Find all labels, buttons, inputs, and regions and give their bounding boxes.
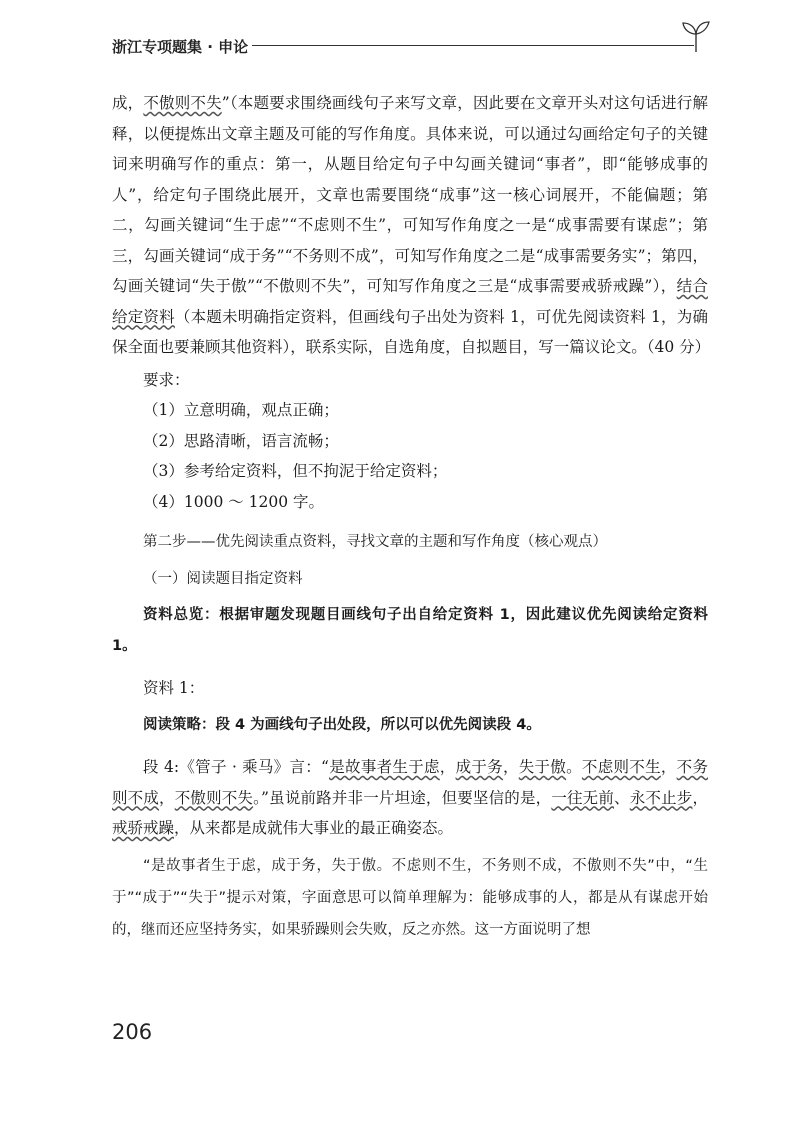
text-run: ，: [502, 758, 519, 776]
text-run: 。”虽说前路并非一片坦途，但要坚信的是，: [253, 788, 552, 807]
underlined-phrase: 成于务: [455, 758, 503, 776]
paragraph-4: [112, 752, 708, 844]
text-run: ，: [439, 758, 456, 776]
requirement-item: （3）参考给定资料，但不拘泥于给定资料；: [143, 462, 448, 480]
sprout-icon: [678, 18, 714, 54]
underlined-phrase: 是故事者生于虑: [328, 758, 440, 776]
header-rule: [252, 45, 694, 46]
underlined-phrase: 不务则不成: [112, 758, 708, 807]
requirement-item: （1）立意明确，观点正确；: [143, 401, 339, 419]
text-run: 段 4:《管子 · 乘马》言：“: [143, 758, 329, 776]
underlined-phrase: 失于傲: [518, 758, 567, 776]
text-run: 成，: [112, 94, 144, 112]
requirement-item: （2）思路清晰，语言流畅；: [143, 431, 339, 450]
text-run: ，: [692, 788, 708, 807]
step2-heading: 第二步——优先阅读重点资料，寻找文章的主题和写作角度（核心观点）: [143, 534, 607, 550]
material-label: 资料 1：: [143, 679, 205, 697]
analysis-paragraph: “是故事者生于虑，成于务，失于傲。不虑则不生，不务则不成，不傲则不失”中，“生于”“成于”“失于”提示对策，字面意思可以简单理解为：能够成事的人，都是从有谋虑开始的，继而还应坚持务实，如果骄躁则会失败，反之亦然。这一方面说明了想: [112, 857, 708, 938]
material-overview: 资料总览：根据审题发现题目画线句子出自给定资料 1，因此建议优先阅读给定资料 1。: [112, 607, 708, 654]
text-run: （本题未明确指定资料，但画线句子出处为资料 1，可优先阅读资料 1，为确保全面也要兼顾其他资料），联系实际，自选角度，自拟题目，写一篇议论文。（40 分）: [112, 307, 711, 356]
reading-strategy: 阅读策略：段 4 为画线句子出处段，所以可以优先阅读段 4。: [143, 716, 541, 733]
text-run: 、: [614, 788, 630, 807]
requirement-item: （4）1000 ～ 1200 字。: [143, 492, 325, 511]
text-run: ，从来都是成就伟大事业的最正确姿态。: [174, 819, 454, 837]
intro-paragraph: [112, 88, 711, 363]
requirements-heading: 要求：: [143, 370, 190, 389]
header-title: 浙江专项题集 · 申论: [112, 38, 249, 56]
text-run: ”（本题要求围绕画线句子来写文章，因此要在文章开头对这句话进行解释，以便提炼出文章主题及可能的写作角度。具体来说，可以通过勾画给定句子的关键词来明确写作的重点：第一，从题目给定句子中勾画关键词“事者”，即“能够成事的人”，给定句子围绕此展开，文章也需要围绕“成事”这一核心词展开，不能偏题；第二，勾画关键词“生于虑”“不虑则不生”，可知写作角度之一是“成事需要有谋虑”；第三，勾画关键词“成于务”“不务则不成”，可知写作角度之二是“成事需要务实”；第四，勾画关键词“失于傲”“不傲则不失”，可知写作角度之三是“成事需要戒骄戒躁”），: [112, 94, 708, 295]
underlined-phrase: 结合给定资料: [112, 277, 708, 326]
page-number: 206: [112, 1020, 153, 1044]
underlined-phrase: 不傲则不失: [143, 94, 222, 112]
step2-subheading: （一）阅读题目指定资料: [143, 570, 303, 587]
page-header: [112, 34, 712, 58]
text-run: 。: [566, 758, 582, 776]
text-run: ，: [159, 788, 175, 807]
underlined-phrase: 不傲则不失: [174, 788, 254, 807]
underlined-phrase: 永不止步: [629, 788, 693, 807]
page-content: [112, 88, 711, 946]
underlined-phrase: 戒骄戒躁: [112, 819, 175, 837]
underlined-phrase: 一往无前: [551, 788, 615, 807]
underlined-phrase: 不虑则不生: [581, 758, 661, 776]
text-run: ，: [660, 758, 677, 776]
